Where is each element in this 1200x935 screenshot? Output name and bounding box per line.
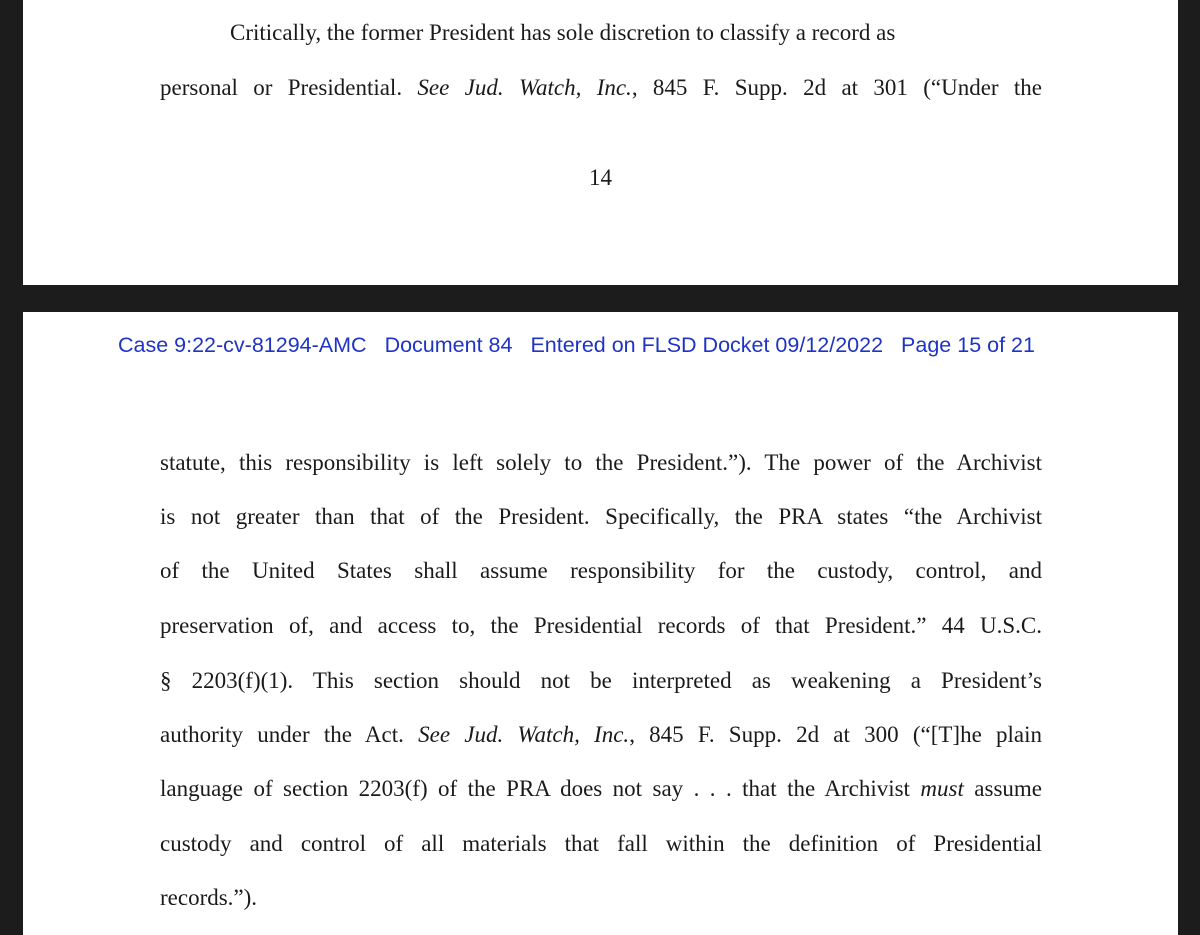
text-line <box>160 74 1042 102</box>
text-run: authority under the Act. <box>160 722 419 747</box>
text-line: Critically, the former President has sole discretion to classify a record as <box>230 20 896 45</box>
text-run: , 845 F. Supp. 2d at 301 (“Under the <box>631 75 1042 100</box>
document-number: Document 84 <box>384 333 513 357</box>
text-run: language of section 2203(f) of the PRA does not say . . . that the Archivist <box>160 776 921 801</box>
page-indicator: Page 15 of 21 <box>901 333 1035 357</box>
case-citation: See Jud. Watch, Inc. <box>417 75 632 100</box>
document-page-14 <box>23 0 1178 285</box>
docket-entry: Entered on FLSD Docket 09/12/2022 <box>530 333 884 357</box>
case-citation: See Jud. Watch, Inc. <box>418 722 630 747</box>
page-number: 14 <box>589 165 612 190</box>
text-line: statute, this responsibility is left solely to the President.”). The power of the Archivist <box>160 450 1042 475</box>
text-run: personal or Presidential. <box>160 75 418 100</box>
document-page-15 <box>23 312 1178 935</box>
emphasis: must <box>920 776 964 801</box>
text-line: is not greater than that of the President. Specifically, the PRA states “the Archivist <box>160 504 1042 529</box>
docket-header <box>118 331 1035 359</box>
text-line: of the United States shall assume responsibility for the custody, control, and <box>160 558 1042 583</box>
case-number: Case 9:22-cv-81294-AMC <box>118 333 367 357</box>
text-run: assume <box>963 776 1042 801</box>
text-line: preservation of, and access to, the Presidential records of that President.” 44 U.S.C. <box>160 613 1042 638</box>
text-line: § 2203(f)(1). This section should not be interpreted as weakening a President’s <box>160 668 1042 693</box>
text-line: custody and control of all materials that fall within the definition of Presidential <box>160 831 1042 856</box>
text-line <box>160 775 1042 803</box>
text-line: records.”). <box>160 885 258 910</box>
text-line <box>160 721 1042 749</box>
text-run: , 845 F. Supp. 2d at 300 (“[T]he plain <box>629 722 1043 747</box>
